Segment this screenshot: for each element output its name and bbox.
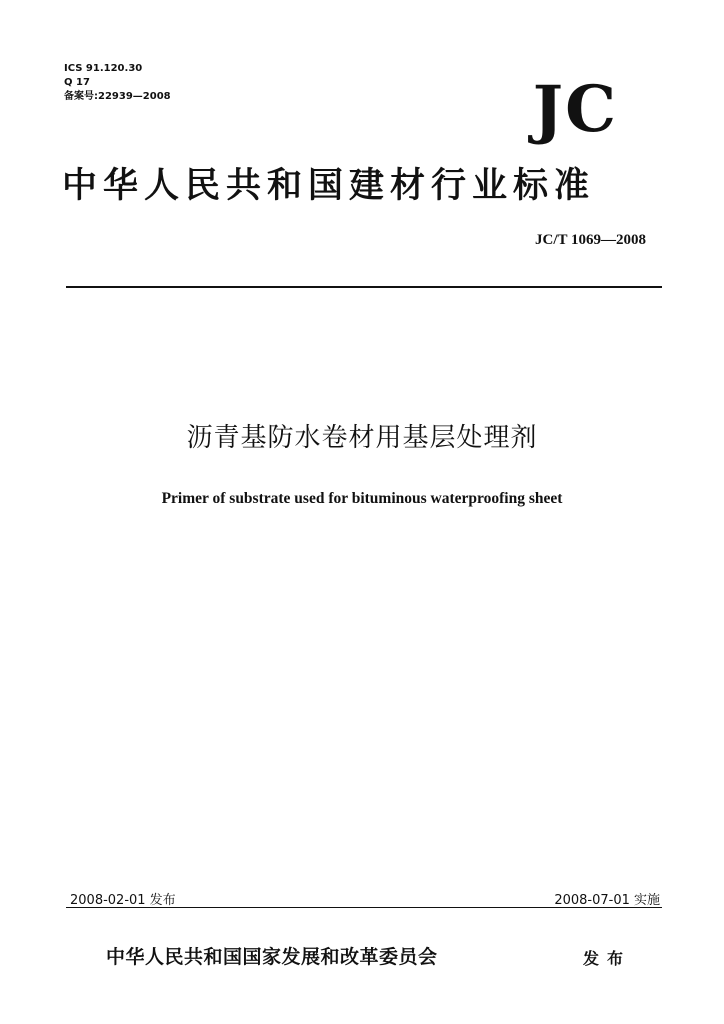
header-divider (66, 286, 662, 288)
ccs-code: Q 17 (64, 77, 90, 88)
classification-block (64, 62, 171, 104)
ics-code: ICS 91.120.30 (64, 63, 143, 74)
standard-number: JC/T 1069—2008 (535, 232, 646, 248)
standard-category-title: 中华人民共和国建材行业标准 (62, 165, 596, 206)
document-title-english: Primer of substrate used for bituminous waterproofing sheet (161, 490, 563, 507)
implementation-date: 2008-07-01 实施 (554, 893, 660, 908)
publisher-name: 中华人民共和国国家发展和改革委员会 (106, 946, 438, 968)
issue-date: 2008-02-01 发布 (70, 893, 176, 908)
footer-divider (66, 907, 662, 908)
jc-logo: JC (532, 72, 618, 147)
document-title-chinese: 沥青基防水卷材用基层处理剂 (186, 423, 538, 453)
record-number: 备案号:22939—2008 (64, 91, 171, 102)
publish-label: 发布 (583, 949, 632, 968)
